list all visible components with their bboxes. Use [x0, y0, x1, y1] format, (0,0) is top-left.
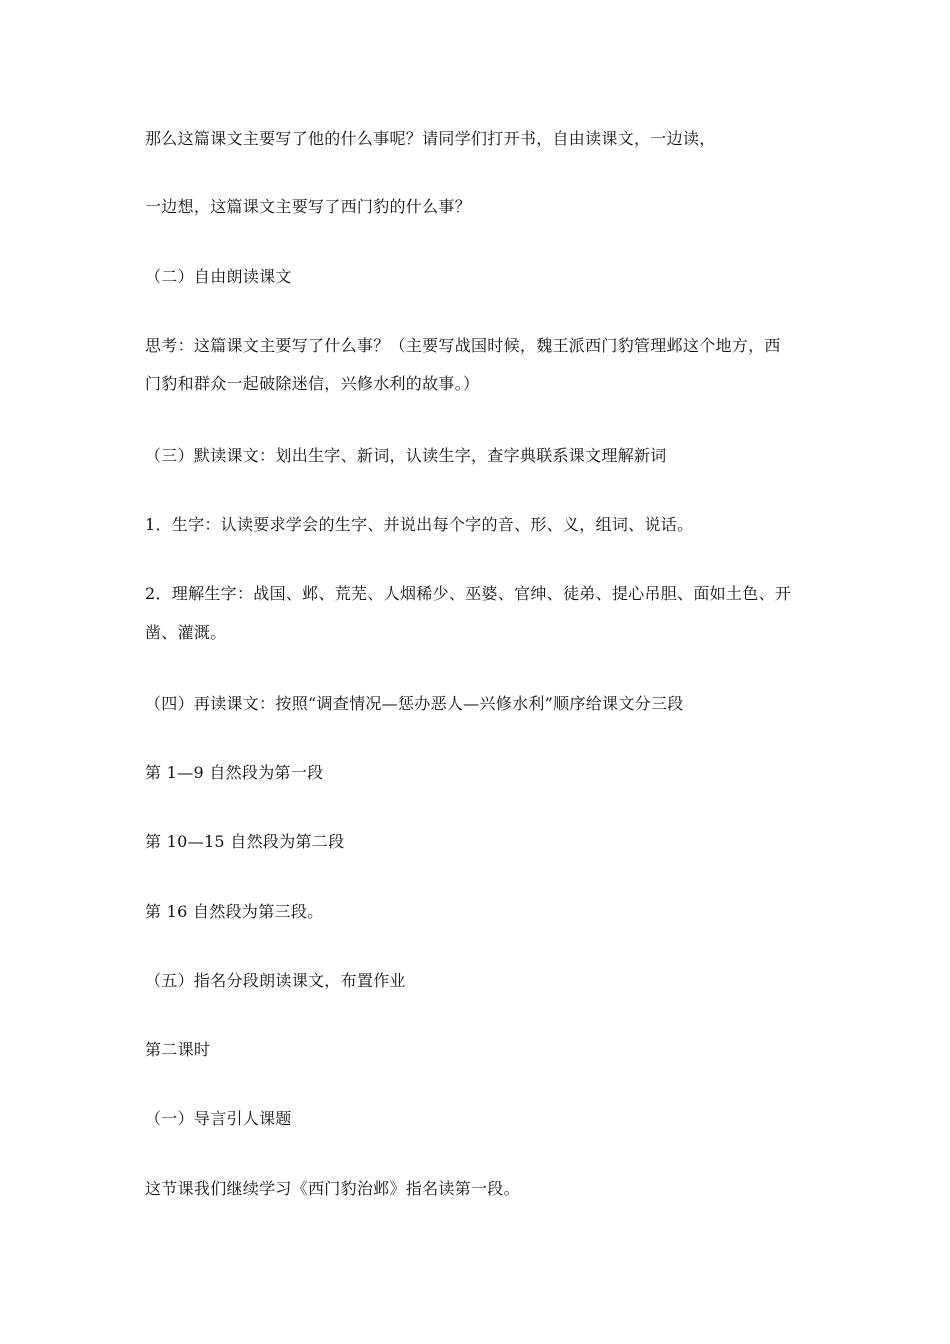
- list-item: 1．生字：认读要求学会的生字、并说出每个字的音、形、义，组词、说话。: [145, 515, 694, 534]
- section-heading: （五）指名分段朗读课文，布置作业: [145, 971, 406, 990]
- text-line: 门豹和群众一起破除迷信，兴修水利的故事。）: [145, 374, 480, 393]
- lesson-title: 第二课时: [145, 1040, 211, 1059]
- text-line: 思考：这篇课文主要写了什么事？（主要写战国时候，魏王派西门豹管理邺这个地方，西: [145, 336, 781, 355]
- text-line: 第 1—9 自然段为第一段: [145, 763, 324, 782]
- text-line: 第 10—15 自然段为第二段: [145, 832, 345, 851]
- text-line: 那么这篇课文主要写了他的什么事呢？请同学们打开书，自由读课文，一边读，: [145, 129, 716, 148]
- section-heading: （三）默读课文：划出生字、新词，认读生字，查字典联系课文理解新词: [145, 446, 667, 465]
- list-item: 2．理解生字：战国、邺、荒芜、人烟稀少、巫婆、官绅、徒弟、提心吊胆、面如土色、开: [145, 584, 792, 603]
- section-heading: （四）再读课文：按照“调查情况—惩办恶人—兴修水利”顺序给课文分三段: [145, 694, 684, 713]
- text-line: 第 16 自然段为第三段。: [145, 902, 324, 921]
- text-line: 一边想，这篇课文主要写了西门豹的什么事？: [145, 197, 472, 216]
- section-heading: （二）自由朗读课文: [145, 267, 292, 286]
- text-line: 凿、灌溉。: [145, 623, 227, 642]
- text-line: 这节课我们继续学习《西门豹治邺》指名读第一段。: [145, 1179, 520, 1198]
- section-heading: （一）导言引人课题: [145, 1109, 292, 1128]
